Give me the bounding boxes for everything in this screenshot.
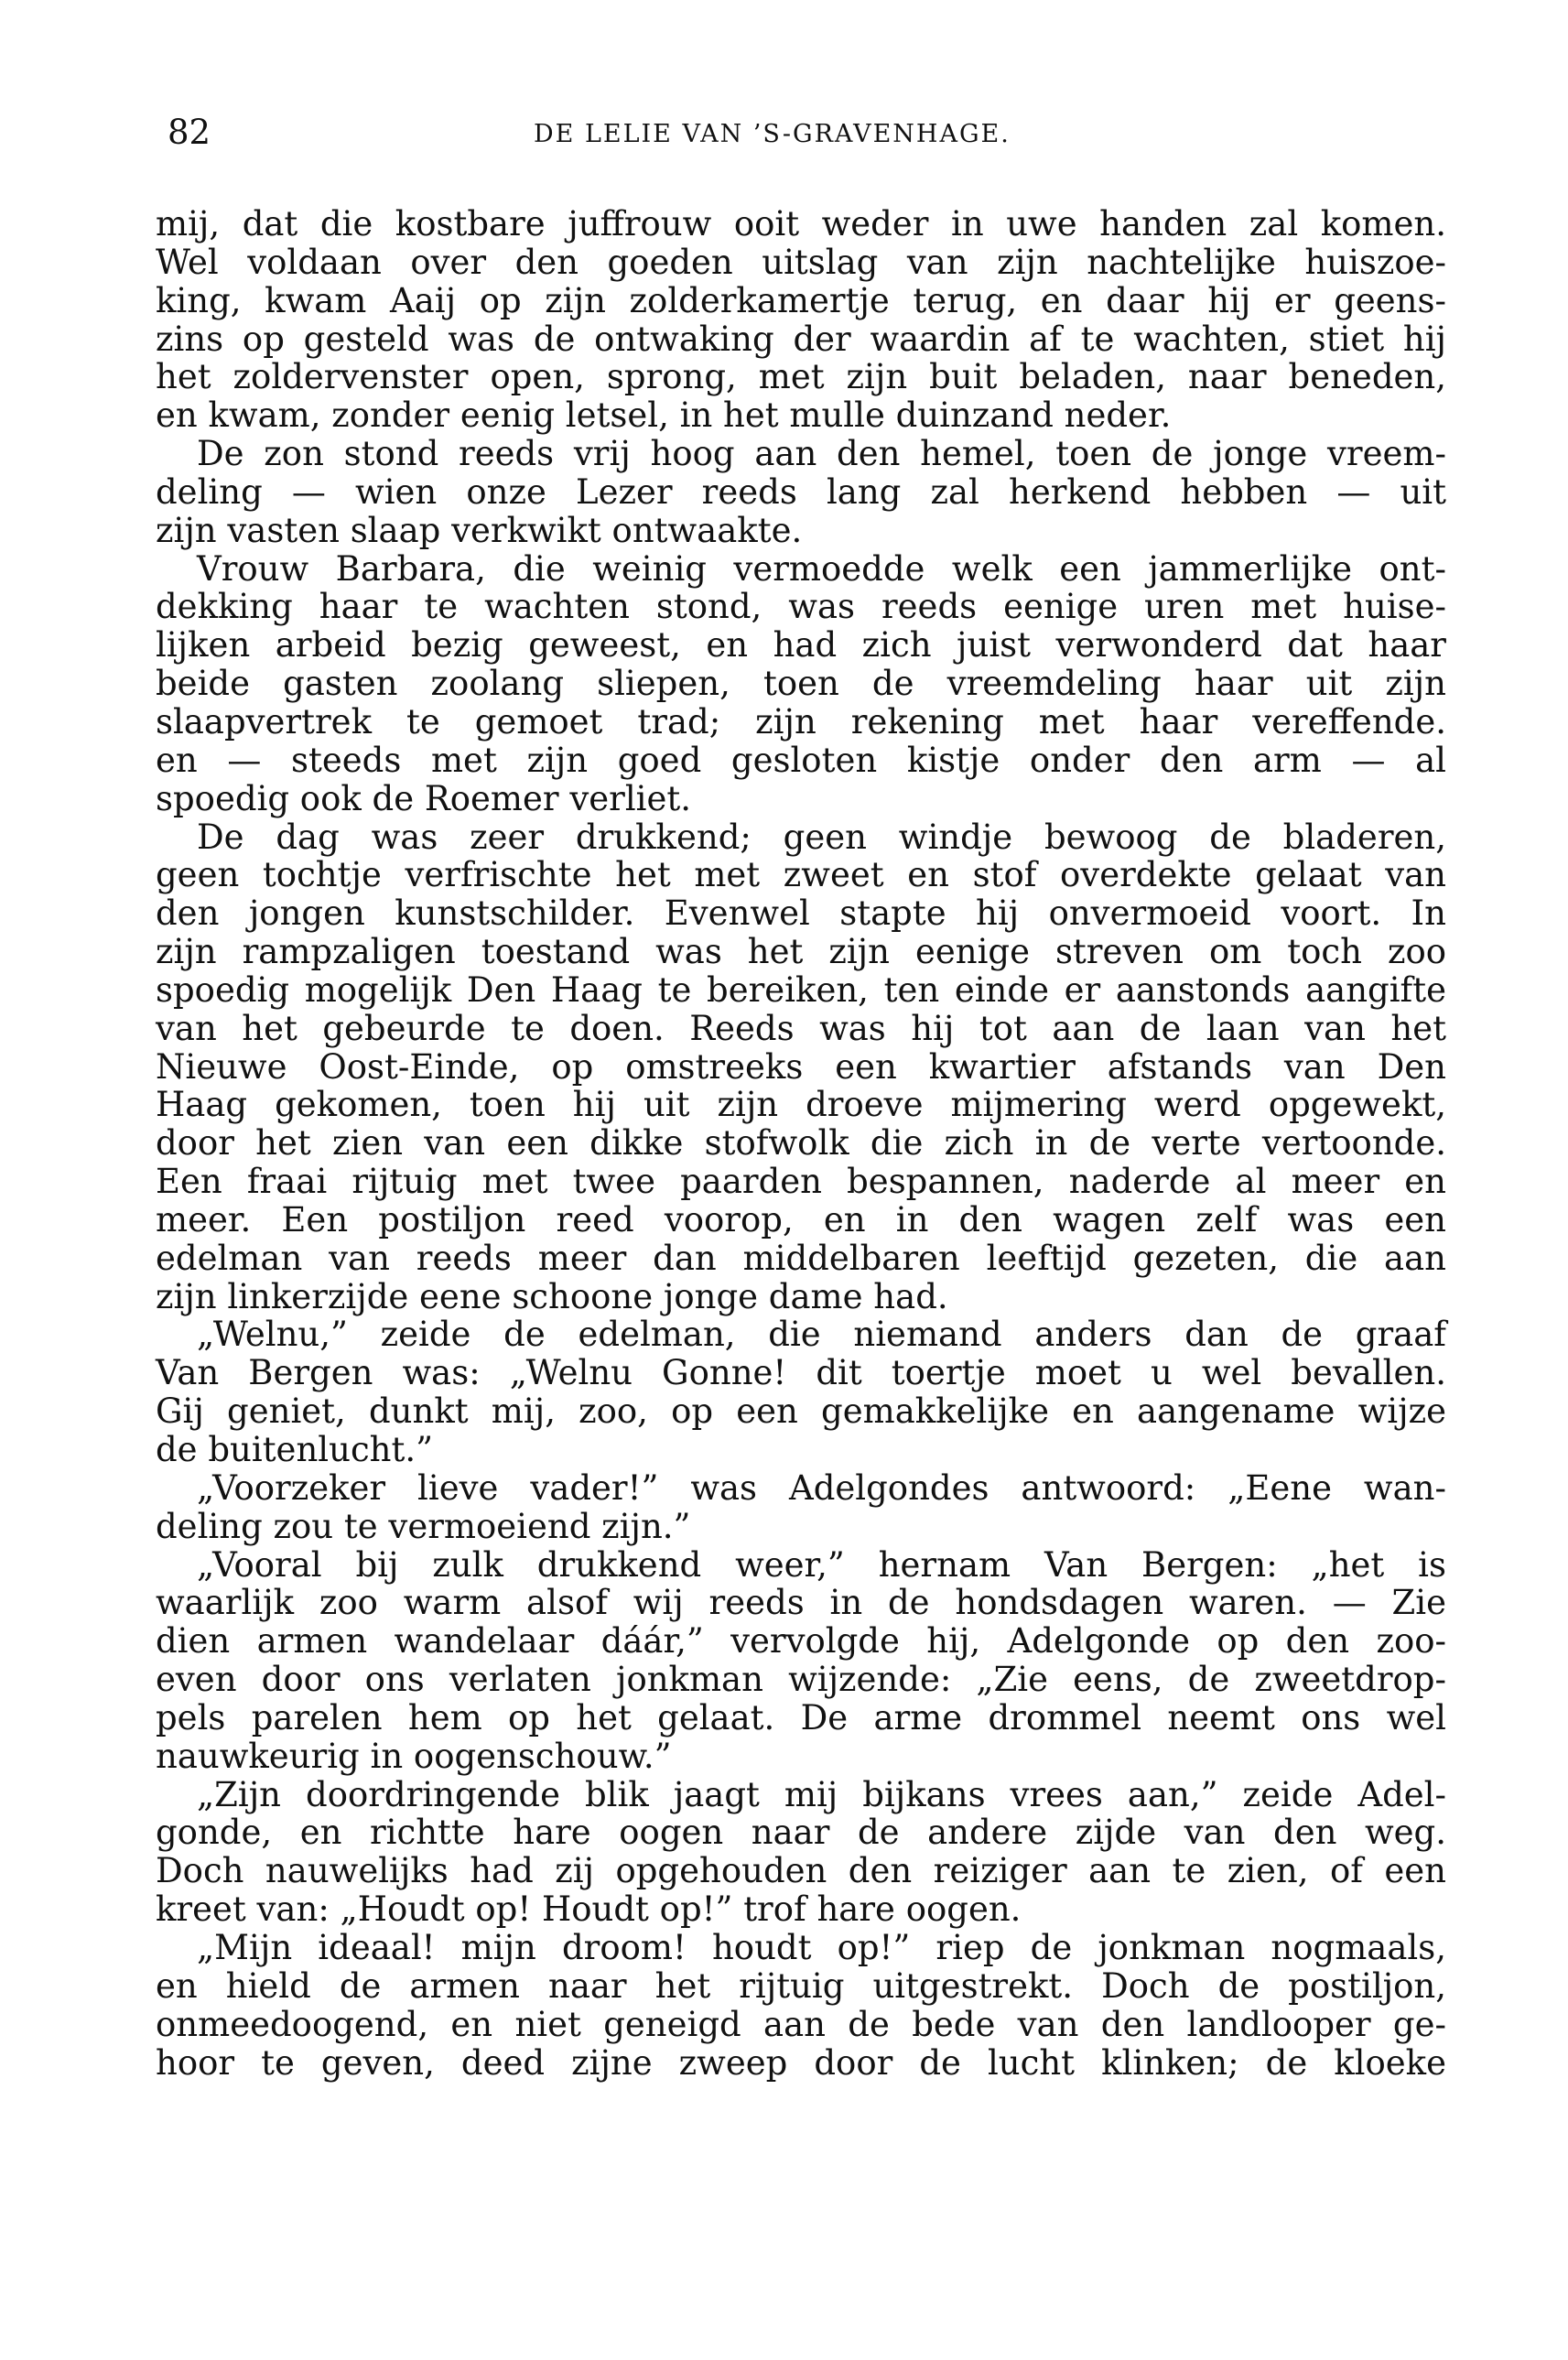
text-line: Nieuwe Oost-Einde, op omstreeks een kwartier afstands van Den	[156, 1046, 1446, 1087]
text-line: dekking haar te wachten stond, was reeds eenige uren met huise-	[156, 587, 1446, 627]
text-line: even door ons verlaten jonkman wijzende: „Zie eens, de zweetdrop-	[156, 1660, 1446, 1700]
text-line: deling — wien onze Lezer reeds lang zal herkend hebben — uit	[156, 471, 1446, 512]
paragraph-start-line: De dag was zeer drukkend; geen windje bewoog de bladeren,	[197, 817, 1446, 857]
text-line: deling zou te vermoeiend zijn.”	[156, 1506, 691, 1546]
text-line: spoedig mogelijk Den Haag te bereiken, ten einde er aanstonds aangifte	[156, 969, 1446, 1010]
text-line: Haag gekomen, toen hij uit zijn droeve mijmering werd opgewekt,	[156, 1085, 1446, 1125]
text-line: de buitenlucht.”	[156, 1430, 434, 1469]
paragraph-start-line: „Mijn ideaal! mijn droom! houdt op!” riep de jonkman nogmaals,	[197, 1927, 1446, 1967]
text-line: onmeedoogend, en niet geneigd aan de bede van den landlooper ge-	[156, 2004, 1446, 2044]
text-line: en hield de armen naar het rijtuig uitgestrekt. Doch de postiljon,	[156, 1965, 1446, 2006]
text-line: Wel voldaan over den goeden uitslag van zijn nachtelijke huiszoe-	[156, 242, 1446, 282]
text-line: edelman van reeds meer dan middelbaren leeftijd gezeten, die aan	[156, 1238, 1446, 1278]
text-line: geen tochtje verfrischte het met zweet en stof overdekte gelaat van	[156, 855, 1446, 895]
text-line: van het gebeurde te doen. Reeds was hij tot aan de laan van het	[156, 1008, 1446, 1048]
text-line: den jongen kunstschilder. Evenwel stapte hij onvermoeid voort. In	[156, 893, 1446, 934]
text-line: hoor te geven, deed zijne zweep door de lucht klinken; de kloeke	[156, 2042, 1446, 2083]
text-line: zins op gesteld was de ontwaking der waardin af te wachten, stiet hij	[156, 319, 1446, 359]
text-line: lijken arbeid bezig geweest, en had zich juist verwonderd dat haar	[156, 625, 1446, 666]
text-line: beide gasten zoolang sliepen, toen de vreemdeling haar uit zijn	[156, 664, 1446, 704]
text-line: waarlijk zoo warm alsof wij reeds in de hondsdagen waren. — Zie	[156, 1583, 1446, 1623]
paragraph-start-line: De zon stond reeds vrij hoog aan den hemel, toen de jonge vreem-	[197, 434, 1446, 474]
running-head	[168, 110, 1444, 156]
text-line: Een fraai rijtuig met twee paarden bespannen, naderde al meer en	[156, 1162, 1446, 1202]
text-line: nauwkeurig in oogenschouw.”	[156, 1736, 672, 1776]
text-line: zijn vasten slaap verkwikt ontwaakte.	[156, 510, 803, 550]
text-line: spoedig ook de Roemer verliet.	[156, 778, 692, 818]
text-line: en — steeds met zijn goed gesloten kistje onder den arm — al	[156, 740, 1446, 780]
paragraph-start-line: „Welnu,” zeide de edelman, die niemand anders dan de graaf	[197, 1315, 1446, 1355]
text-line: Gij geniet, dunkt mij, zoo, op een gemakkelijke en aangename wijze	[156, 1391, 1446, 1432]
paragraph-start-line: Vrouw Barbara, die weinig vermoedde welk een jammerlijke ont-	[197, 548, 1446, 589]
text-line: door het zien van een dikke stofwolk die zich in de verte vertoonde.	[156, 1123, 1446, 1164]
text-line: zijn linkerzijde eene schoone jonge dame had.	[156, 1276, 948, 1316]
text-line: dien armen wandelaar dáár,” vervolgde hij, Adelgonde op den zoo-	[156, 1621, 1446, 1662]
paragraph-start-line: „Zijn doordringende blik jaagt mij bijkans vrees aan,” zeide Adel-	[197, 1774, 1446, 1814]
running-title: DE LELIE VAN ’S-GRAVENHAGE.	[534, 120, 1011, 148]
text-line: en kwam, zonder eenig letsel, in het mulle duinzand neder.	[156, 395, 1172, 436]
page-number: 82	[168, 113, 211, 152]
text-line: het zoldervenster open, sprong, met zijn buit beladen, naar beneden,	[156, 357, 1446, 397]
text-line: gonde, en richtte hare oogen naar de andere zijde van den weg.	[156, 1813, 1446, 1853]
text-line: king, kwam Aaij op zijn zolderkamertje terug, en daar hij er geens-	[156, 280, 1446, 320]
text-line: zijn rampzaligen toestand was het zijn eenige streven om toch zoo	[156, 932, 1446, 972]
text-line: meer. Een postiljon reed voorop, en in den wagen zelf was een	[156, 1199, 1446, 1240]
text-line: slaapvertrek te gemoet trad; zijn rekening met haar vereffende.	[156, 701, 1446, 742]
text-line: Doch nauwelijks had zij opgehouden den reiziger aan te zien, of een	[156, 1851, 1446, 1891]
text-line: kreet van: „Houdt op! Houdt op!” trof hare oogen.	[156, 1889, 1022, 1930]
paragraph-start-line: „Vooral bij zulk drukkend weer,” hernam Van Bergen: „het is	[197, 1544, 1446, 1585]
text-line: Van Bergen was: „Welnu Gonne! dit toertje moet u wel bevallen.	[156, 1353, 1446, 1393]
body-text	[156, 205, 1446, 2082]
text-line: mij, dat die kostbare juffrouw ooit weder in uwe handen zal komen.	[156, 204, 1446, 244]
paragraph-start-line: „Voorzeker lieve vader!” was Adelgondes antwoord: „Eene wan-	[197, 1467, 1446, 1508]
text-line: pels parelen hem op het gelaat. De arme drommel neemt ons wel	[156, 1697, 1446, 1738]
